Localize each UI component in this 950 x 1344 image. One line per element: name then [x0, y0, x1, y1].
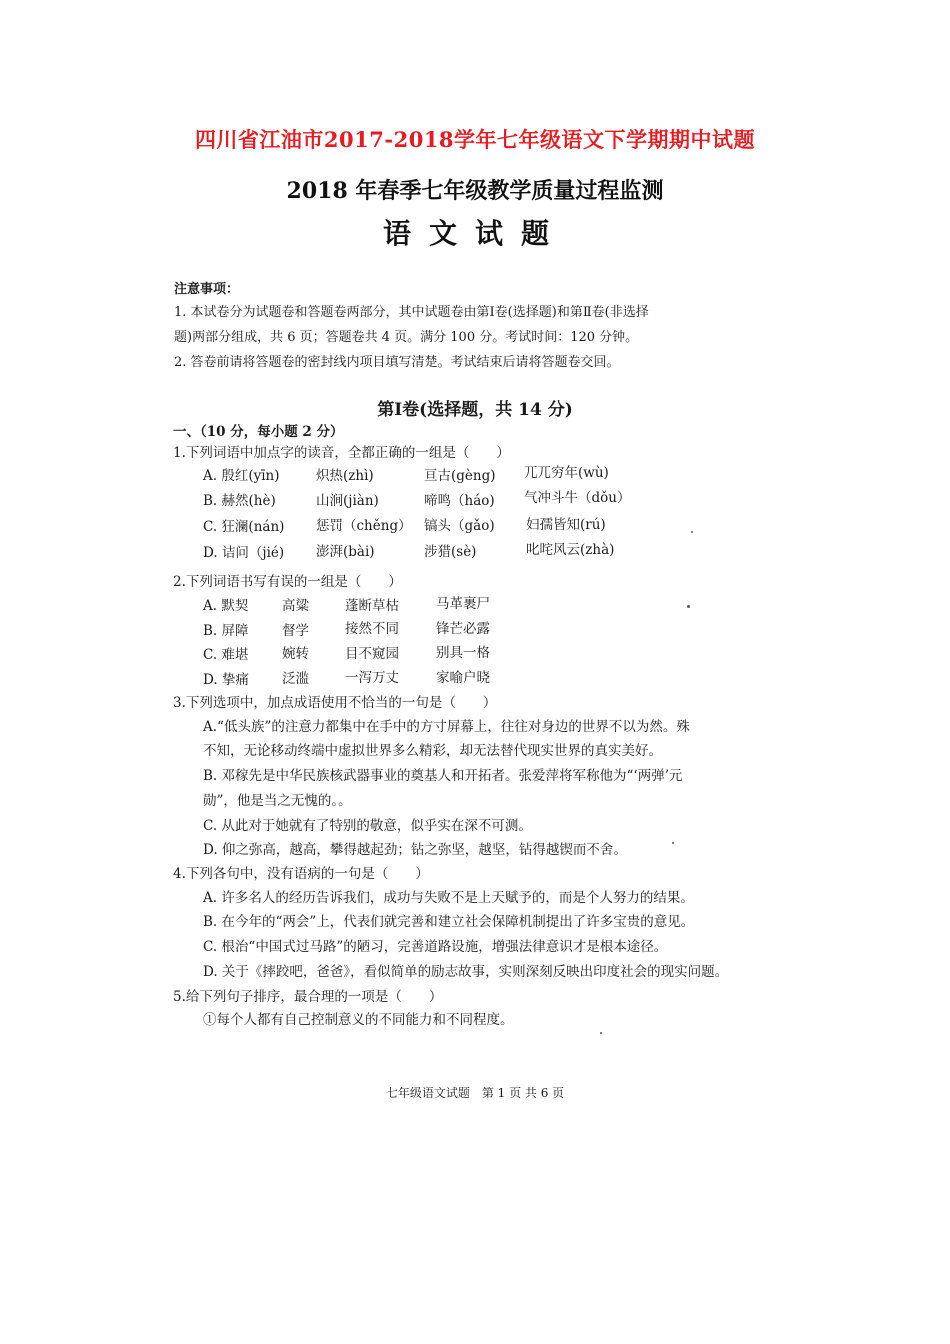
q2-item: 接然不同	[345, 621, 399, 637]
q1-item: 兀兀穷年(wù)	[524, 465, 609, 481]
q1-item: 啼鸣（háo)	[424, 493, 495, 509]
q1-item: 镐头（gǎo)	[424, 518, 495, 534]
q1-item: 气冲斗牛（dǒu）	[524, 490, 631, 506]
page-footer: 七年级语文试题 第 1 页 共 6 页	[385, 1086, 565, 1100]
q3-option-a-cont: 不知，无论移动终端中虚拟世界多么精彩，却无法替代现实世界的真实美好。	[203, 743, 662, 759]
q2-item: 督学	[282, 623, 309, 639]
q2-item: 蓬断草枯	[345, 598, 399, 614]
section-title: 第Ⅰ卷(选择题，共 14 分)	[377, 400, 573, 420]
q3-option-b-cont: 勋”，他是当之无愧的。。	[203, 793, 352, 809]
question-5-stem: 5.给下列句子排序，最合理的一项是（ ）	[173, 989, 443, 1005]
scan-speck	[691, 531, 693, 533]
q1-item: 涉猎(sè)	[424, 544, 477, 560]
q1-item: 炽热(zhì)	[316, 468, 374, 484]
q1-item: 惩罚（chěng）	[316, 518, 412, 534]
q1-option-d: D. 诘问（jié)	[203, 545, 285, 561]
q2-option-c: C. 难堪	[203, 647, 249, 663]
q1-option-a: A. 殷红(yīn)	[203, 468, 280, 484]
q2-item: 目不窥园	[345, 646, 399, 662]
q1-item: 妇孺皆知(rú)	[526, 517, 606, 533]
q1-item: 山涧(jiàn)	[316, 493, 379, 509]
q2-item: 马革裹尸	[436, 596, 490, 612]
scan-speck	[600, 1032, 602, 1034]
q3-option-d: D. 仰之弥高，越高，攀得越起劲；钻之弥坚，越坚，钻得越锲而不舍。	[203, 842, 627, 858]
q2-item: 一泻万丈	[345, 670, 399, 686]
subject-title: 语文试题	[382, 217, 567, 250]
q1-option-b: B. 赫然(hè)	[203, 493, 276, 509]
q2-item: 家喻户晓	[436, 670, 490, 686]
question-2-stem: 2.下列词语书写有误的一组是（ ）	[173, 574, 402, 590]
q1-item: 亘古(gèng)	[424, 468, 496, 484]
question-4-stem: 4.下列各句中，没有语病的一句是（ ）	[173, 866, 429, 882]
q2-item: 高粱	[282, 598, 309, 614]
q1-item: 澎湃(bài)	[316, 544, 375, 560]
notice-line: 题)两部分组成，共 6 页；答题卷共 4 页。满分 100 分。考试时间：120 分钟。	[174, 330, 639, 345]
q2-option-b: B. 屏障	[203, 623, 249, 639]
q5-sentence-1: ①每个人都有自己控制意义的不同能力和不同程度。	[203, 1012, 514, 1028]
q2-option-a: A. 默契	[203, 598, 249, 614]
scan-speck	[672, 842, 674, 844]
part-heading: 一、（10 分，每小题 2 分）	[173, 424, 344, 440]
notice-line: 2. 答卷前请将答题卷的密封线内项目填写清楚。考试结束后请将答题卷交回。	[174, 355, 620, 370]
q2-item: 锋芒必露	[436, 621, 490, 637]
question-1-stem: 1.下列词语中加点字的读音，全都正确的一组是（ ）	[173, 445, 510, 461]
q4-option-c: C. 根治“中国式过马路”的陋习，完善道路设施，增强法律意识才是根本途径。	[203, 939, 668, 955]
q2-option-d: D. 挚痛	[203, 672, 249, 688]
notice-line: 1. 本试卷分为试题卷和答题卷两部分，其中试题卷由第Ⅰ卷(选择题)和第Ⅱ卷(非选择	[174, 305, 649, 320]
q3-option-a: A.“低头族”的注意力都集中在手中的方寸屏幕上，往往对身边的世界不以为然。殊	[203, 719, 690, 735]
scan-speck	[687, 605, 690, 608]
q1-option-c: C. 狂澜(nán)	[203, 519, 285, 535]
q2-item: 婉转	[282, 646, 309, 662]
q1-item: 叱咤风云(zhà)	[526, 542, 615, 558]
exam-title: 2018 年春季七年级教学质量过程监测	[286, 178, 664, 204]
q4-option-d: D. 关于《摔跤吧，爸爸》，看似简单的励志故事，实则深刻反映出印度社会的现实问题。	[203, 964, 729, 980]
question-3-stem: 3.下列选项中，加点成语使用不恰当的一句是（ ）	[173, 695, 497, 711]
q2-item: 别具一格	[436, 645, 490, 661]
q3-option-b: B. 邓稼先是中华民族核武器事业的奠基人和开拓者。张爱萍将军称他为“‘两弹’元	[203, 768, 683, 784]
q4-option-b: B. 在今年的“两会”上，代表们就完善和建立社会保障机制提出了许多宝贵的意见。	[203, 914, 695, 930]
document-title: 四川省江油市2017-2018学年七年级语文下学期期中试题	[194, 127, 756, 152]
q3-option-c: C. 从此对于她就有了特别的敬意，似乎实在深不可测。	[203, 818, 532, 834]
q4-option-a: A. 许多名人的经历告诉我们，成功与失败不是上天赋予的，而是个人努力的结果。	[203, 890, 694, 906]
q2-item: 泛滥	[282, 671, 309, 687]
notice-heading: 注意事项：	[174, 282, 240, 297]
